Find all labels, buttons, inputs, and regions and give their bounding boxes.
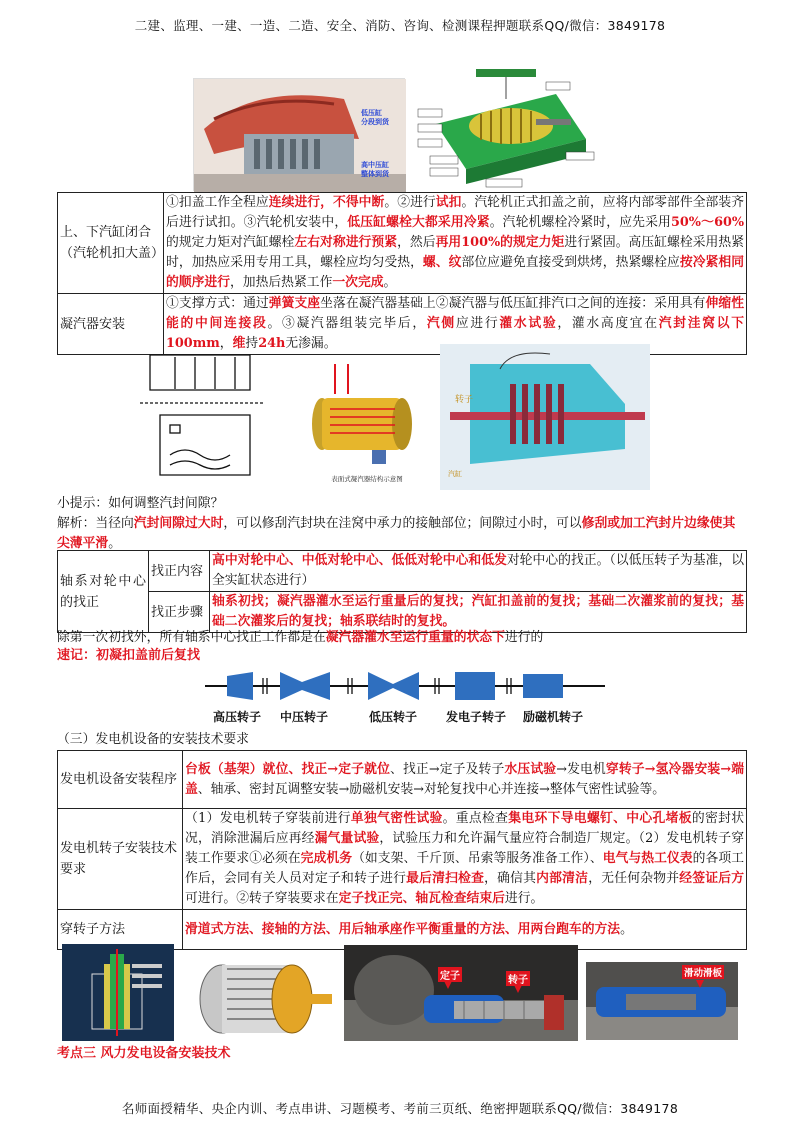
text-span: ，试验压力和允许漏气量应符合制造厂规定。（2）发电机转子穿装工作要求①必须在 (185, 831, 744, 866)
condenser-diagram (280, 354, 432, 482)
alignment-table (57, 550, 747, 633)
text-span: 。汽轮机螺栓冷紧时，应先采用 (489, 215, 671, 230)
page-header: 二建、监理、一建、一造、二造、安全、消防、咨询、检测课程押题联系QQ/微信：3849178 (134, 18, 666, 33)
highlight-text: 完成机务 (300, 851, 353, 866)
rotor-label: 中压转子 (280, 710, 329, 724)
text-span: 。 (620, 921, 633, 937)
row-label: 凝汽器安装 (58, 294, 164, 355)
high-pressure-label: 高中压缸 整体到货 (361, 161, 389, 178)
tip-question: 小提示：如何调整汽封间隙？ (57, 496, 224, 511)
mnemonic: 速记：初凝扣盖前后复找 (57, 648, 201, 663)
highlight-text: 电气与热工仪表 (602, 851, 693, 866)
rotor-label: 发电子转子 (446, 710, 507, 724)
text-span: 的规定力矩对汽缸螺栓 (166, 235, 295, 250)
table-row (58, 551, 747, 592)
highlight-text: 汽侧 (426, 316, 456, 331)
sub-label: 找正内容 (149, 551, 210, 592)
text-span: 。 (108, 536, 121, 551)
highlight-text: 24h (258, 336, 286, 351)
turbine-install-table (57, 192, 747, 355)
text-span: 。③凝汽器组装完毕后， (267, 316, 427, 331)
rotor-label: 低压转子 (369, 710, 418, 724)
text-span: 除第一次初找外，所有轴系中心找正工作都是在 (57, 630, 326, 645)
highlight-text: 集电环下导电螺钉、中心孔堵板 (508, 811, 692, 826)
text-span: 、找正→定子及转子 (390, 761, 505, 777)
highlight-text: 高中对轮中心、中低对轮中心、低低对轮中心和低发 (212, 553, 507, 568)
highlight-text: 汽封间隙过大时 (133, 516, 224, 531)
row-content (164, 193, 747, 294)
seal-diagram (440, 344, 650, 490)
text-span: 解析：当径向 (57, 516, 134, 531)
highlight-text: 轴系初找；凝汽器灌水至运行重量后的复找；汽缸扣盖前的复找；基础二次灌浆前的复找；基础二次灌浆后的复找；轴系联结时的复找。 (212, 594, 744, 629)
condenser-section-sketch (140, 345, 265, 482)
section-title: （三）发电机设备的安装技术要求 (57, 732, 249, 747)
row-label: 发电机转子安装技术要求 (58, 809, 183, 910)
highlight-text: 内部清洁 (536, 871, 589, 886)
generator-table (57, 750, 747, 950)
generator-test-diagram (62, 944, 174, 1041)
slide-plate-tag: 滑动滑板 (682, 965, 724, 979)
rotor-install-photo (344, 945, 578, 1041)
text-span: ， (219, 336, 233, 351)
highlight-text: 台板（基架）就位、找正→定子就位 (185, 761, 391, 777)
highlight-text: 水压试验 (504, 761, 557, 777)
text-span: 可进行。②转子穿装要求在 (185, 891, 339, 906)
text-span: 的各项工作后，会同有关人员对定子和转子进行 (185, 851, 745, 886)
text-span: 。 (383, 275, 397, 290)
turbine-photo (193, 78, 405, 191)
highlight-text: 低压缸螺栓大都采用冷紧 (347, 215, 490, 230)
text-span: 进行。 (504, 891, 544, 906)
rotor-tag: 转子 (506, 971, 530, 986)
condenser-caption: 表面式凝汽器结构示意图 (331, 475, 403, 483)
section-kp3: 考点三 风力发电设备安装技术 (57, 1046, 231, 1061)
rotor-label: 励磁机转子 (523, 710, 584, 724)
row-label: 上、下汽缸闭合（汽轮机扣大盖） (58, 193, 164, 294)
text-span: 对轮中心的找正。（以低压转子为基准，以全实缸状态进行） (212, 553, 745, 588)
text-span: ①支撑方式：通过 (166, 296, 269, 311)
text-span: 、轴承、密封瓦调整安装→励磁机安装→对轮复找中心并连接→整体气密性试验等。 (197, 781, 666, 797)
svg-text:转子: 转子 (455, 395, 474, 405)
text-span: （如支架、千斤顶、吊索等服务准备工作）、 (352, 851, 603, 866)
text-span: 。②进行 (384, 195, 436, 210)
text-span: ，灌水高度宜在 (557, 316, 659, 331)
highlight-text: 灌水试验 (499, 316, 558, 331)
row-label: 轴系对轮中心的找正 (58, 551, 149, 633)
row-content (183, 751, 747, 809)
text-span: ，然后 (397, 235, 436, 250)
highlight-text: 汽封洼窝以下100mm (166, 316, 745, 351)
highlight-text: 单独气密性试验 (350, 811, 443, 826)
highlight-text: 试扣 (435, 195, 462, 210)
text-span: （1）发电机转子穿装前进行 (185, 811, 351, 826)
text-span: 部位应避免直接受到烘烤，热紧螺栓应 (461, 255, 680, 270)
sub-label: 找正步骤 (149, 592, 210, 633)
highlight-text: 定子找正完、轴瓦检查结束后 (338, 891, 505, 906)
row-content (183, 809, 747, 910)
rotor-label: 高压转子 (213, 710, 262, 724)
highlight-text: 伸缩性能的中间连接段 (166, 296, 745, 331)
highlight-text: 修刮或加工汽封片边缘使其尖薄平滑 (57, 516, 736, 551)
highlight-text: 连续进行，不得中断 (268, 195, 385, 210)
row-content (210, 551, 747, 592)
svg-text:汽缸: 汽缸 (448, 470, 462, 478)
table-row (58, 592, 747, 633)
highlight-text: 一次完成 (332, 275, 384, 290)
highlight-text: 再用100%的规定力矩 (435, 235, 565, 250)
text-span: 应进行 (455, 316, 500, 331)
text-span: 无渗漏。 (285, 336, 337, 351)
stator-rotor-diagram (182, 944, 337, 1041)
text-span: 坐落在凝汽器基础上②凝汽器与低压缸排汽口之间的连接：采用具有 (320, 296, 706, 311)
page-footer: 名师面授精华、央企内训、考点串讲、习题模考、考前三页纸、绝密押题联系QQ/微信：3849178 (121, 1101, 679, 1116)
slide-plate-photo (586, 962, 738, 1040)
text-span: 进行的 (504, 630, 544, 645)
tip-answer (57, 514, 747, 554)
highlight-text: 螺、纹 (422, 255, 462, 270)
text-span: →发电机 (556, 761, 606, 777)
text-span: 持 (245, 336, 259, 351)
text-span: 进行紧固。高压缸螺栓采用热紧时，加热应采用专用工具，螺栓应均匀受热， (166, 235, 745, 270)
highlight-text: 漏气量试验 (314, 831, 380, 846)
turbine-diagram (416, 64, 600, 192)
highlight-text: 按冷紧相同的顺序进行 (166, 255, 745, 290)
highlight-text: 滑道式方法、接轴的方法、用后轴承座作平衡重量的方法、用两台跑车的方法 (185, 921, 621, 937)
table-row (58, 193, 747, 294)
table-row (58, 809, 747, 910)
text-span: 。重点检查 (442, 811, 509, 826)
text-span: ，可以修刮汽封块在洼窝中承力的接触部位；间隙过小时，可以 (223, 516, 582, 531)
text-span: ①扣盖工作全程应 (166, 195, 269, 210)
text-span: ，加热后热紧工作 (229, 275, 333, 290)
text-span: 。汽轮机正式扣盖之前，应将内部零部件全部装齐后进行试扣。③汽轮机安装中， (166, 195, 745, 230)
highlight-text: 维 (232, 336, 246, 351)
highlight-text: 凝汽器灌水至运行重量的状态下 (325, 630, 505, 645)
row-label: 发电机设备安装程序 (58, 751, 183, 809)
highlight-text: 穿转子→氢冷器安装→端盖 (185, 761, 744, 797)
highlight-text: 左右对称进行预紧 (294, 235, 398, 250)
row-content (210, 592, 747, 633)
text-span: 的密封状况，消除泄漏后应再经 (185, 811, 745, 846)
highlight-text: 最后清扫检查 (406, 871, 485, 886)
highlight-text: 50%～60% (671, 215, 745, 230)
highlight-text: 弹簧支座 (268, 296, 321, 311)
alignment-note (57, 628, 747, 648)
text-span: ，无任何杂物并 (588, 871, 680, 886)
table-row (58, 751, 747, 809)
highlight-text: 经签证后方 (679, 871, 745, 886)
row-label: 穿转子方法 (58, 910, 183, 950)
low-pressure-label: 低压缸 分段到货 (361, 109, 389, 126)
text-span: ，确信其 (484, 871, 537, 886)
stator-tag: 定子 (438, 967, 462, 982)
